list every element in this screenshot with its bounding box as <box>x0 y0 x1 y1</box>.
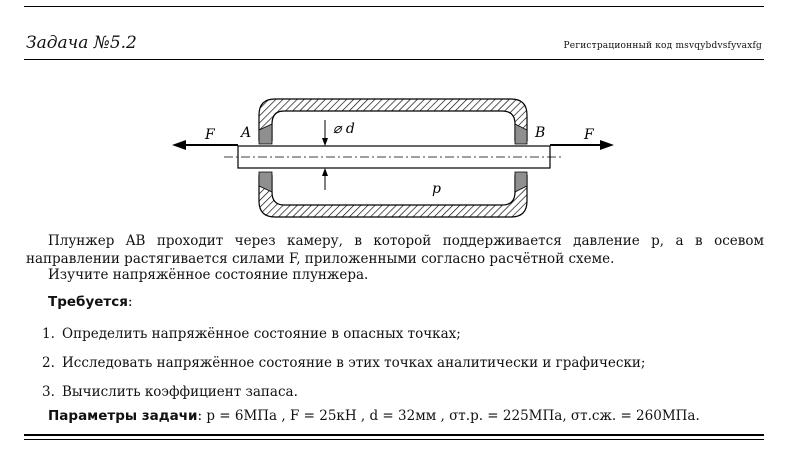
list-item <box>42 384 298 400</box>
list-item-number: 1. <box>42 326 55 342</box>
list-item <box>42 355 645 371</box>
param-p: p = 6МПа <box>206 408 278 424</box>
list-item-number: 3. <box>42 384 55 400</box>
problem-task: Изучите напряжённое состояние плунжера. <box>48 267 369 283</box>
list-item-text: Исследовать напряжённое состояние в этих точках аналитически и графически; <box>62 355 646 371</box>
registration-code: Регистрационный код msvqybdvsfyvaxfg <box>563 41 762 51</box>
label-point-a: A <box>241 125 252 141</box>
param-sigma-compression: σт.сж. = 260МПа <box>570 408 696 424</box>
list-item-text: Вычислить коэффициент запаса. <box>62 384 298 400</box>
label-force-left: F <box>205 127 215 143</box>
page-title: Задача №5.2 <box>26 33 137 53</box>
plunger-diagram <box>0 0 792 230</box>
bottom-rule-thin <box>24 439 764 440</box>
label-point-b: B <box>535 125 546 141</box>
parameters-label: Параметры задачи <box>48 408 198 424</box>
list-item-text: Определить напряжённое состояние в опасных точках; <box>62 326 461 342</box>
diameter-arrow-bottom <box>322 168 328 176</box>
diameter-arrow-top <box>322 138 328 146</box>
force-arrow-left <box>172 140 186 150</box>
label-force-right: F <box>584 127 594 143</box>
param-f: F = 25кН <box>289 408 357 424</box>
label-pressure: p <box>432 181 441 197</box>
list-item-number: 2. <box>42 355 55 371</box>
param-d: d = 32мм <box>369 408 437 424</box>
param-sigma-tension: σт.р. = 225МПа <box>449 408 563 424</box>
force-arrow-right <box>600 140 614 150</box>
list-item <box>42 326 461 342</box>
task-parameters: Параметры задачи: p = 6МПа , F = 25кН , d = 32мм , σт.р. = 225МПа, σт.сж. = 260МПа. <box>48 408 700 424</box>
bottom-rule-thick <box>24 434 764 436</box>
label-diameter: ⌀ d <box>333 121 355 137</box>
problem-description: Плунжер AB проходит через камеру, в которой поддерживается давление p, а в осевом направлении растягивается силами F, приложенными согласно расчётной схеме. <box>26 233 764 267</box>
requirements-heading: Требуется: <box>48 294 133 310</box>
